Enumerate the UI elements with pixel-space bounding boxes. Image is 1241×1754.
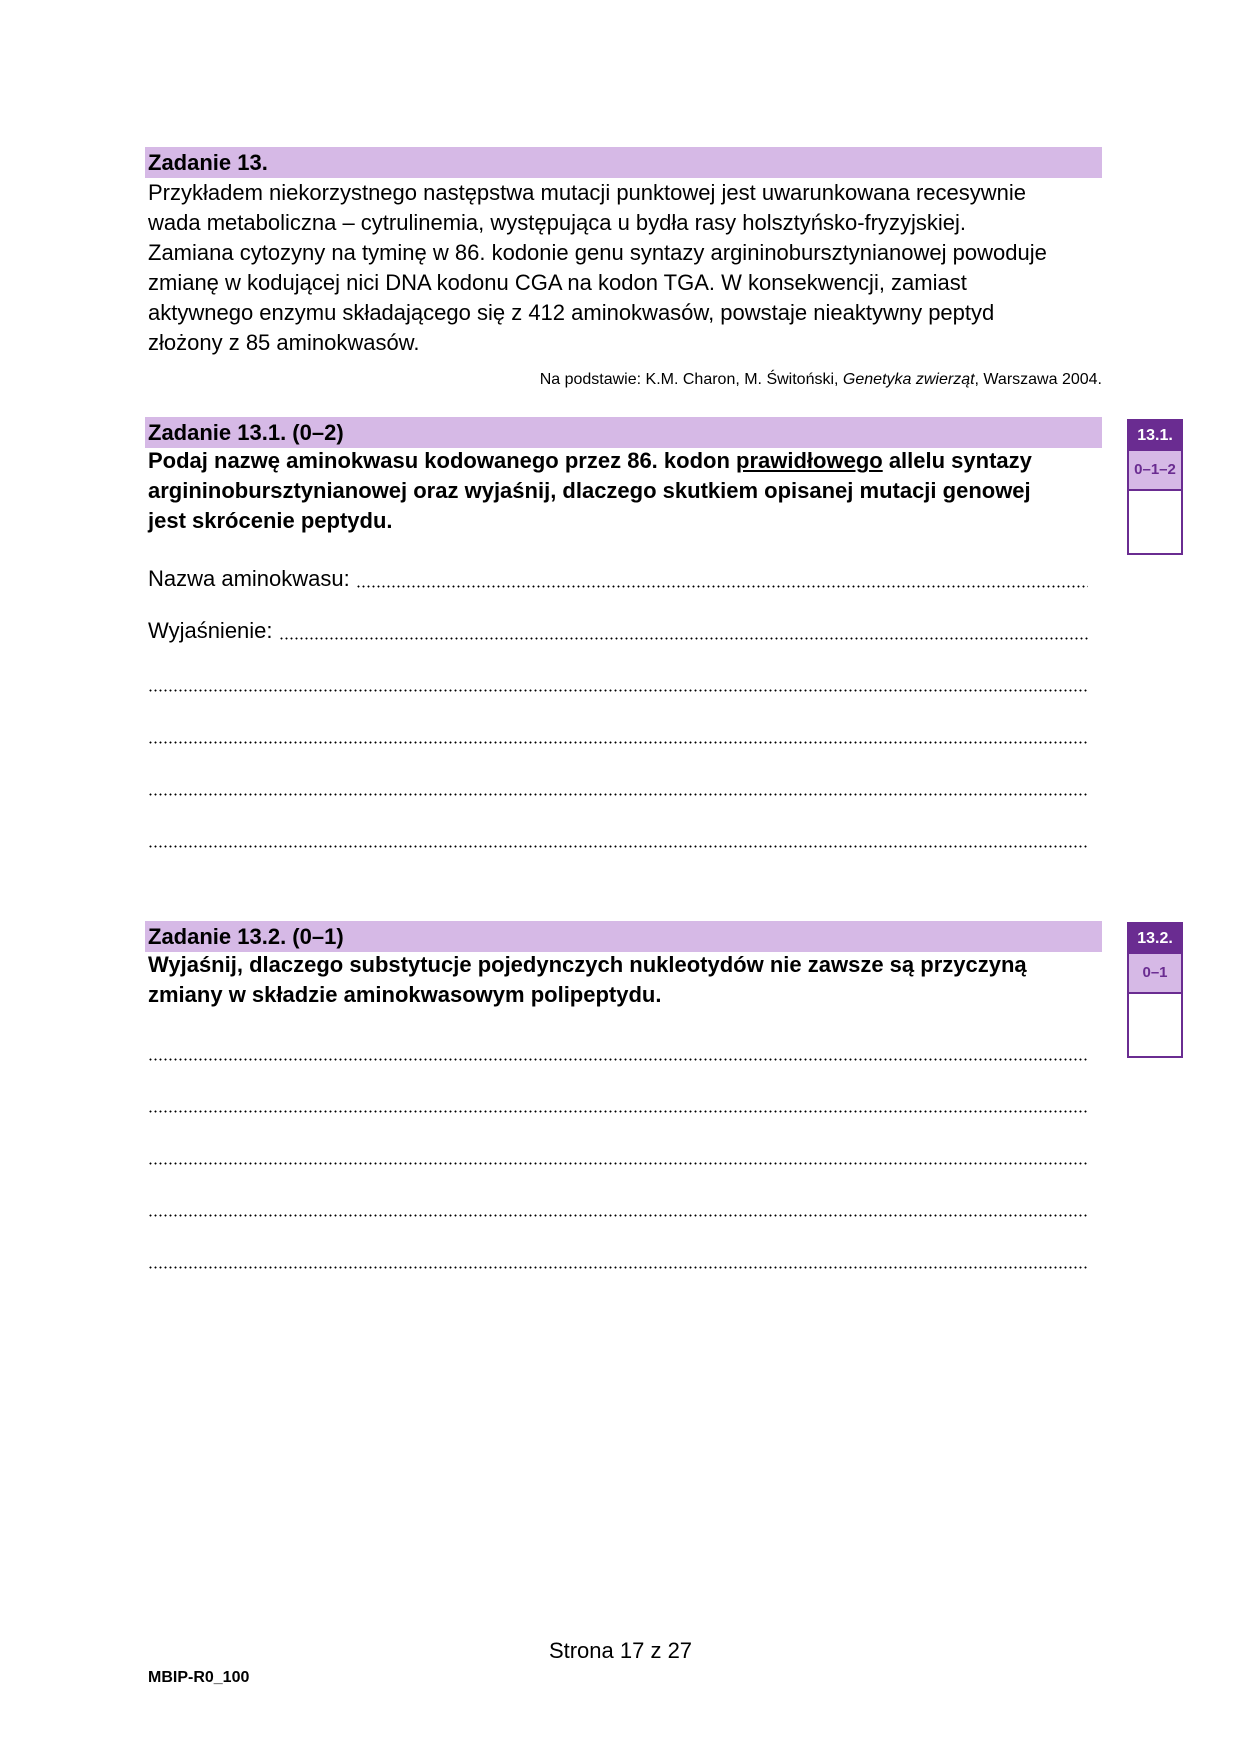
question-text: Wyjaśnij, dlaczego substytucje pojedynczych nukleotydów nie zawsze są przyczyną (148, 952, 1027, 977)
answer-dotted-line[interactable] (148, 1195, 1088, 1217)
amino-acid-name-answer[interactable] (148, 562, 1088, 592)
score-task-id: 13.1. (1129, 421, 1181, 451)
answer-dotted-line[interactable] (148, 774, 1088, 796)
task-13-1-title: Zadanie 13.1. (0–2) (145, 417, 1102, 448)
score-points: 0–1 (1129, 954, 1181, 994)
answer-dotted-line[interactable] (148, 670, 1088, 692)
question-text: jest skrócenie peptydu. (148, 508, 393, 533)
task-13-1-question (148, 446, 1098, 536)
source-prefix: Na podstawie: K.M. Charon, M. Świtoński, (539, 371, 843, 388)
answer-dotted-line[interactable] (356, 566, 1088, 588)
page-number: Strona 17 z 27 (548, 1638, 693, 1663)
score-box-13-1 (1127, 419, 1183, 555)
answer-line[interactable] (148, 1139, 1088, 1169)
score-box-13-2 (1127, 922, 1183, 1058)
task-13-intro (148, 178, 1103, 358)
answer-dotted-line[interactable] (148, 826, 1088, 848)
task-13-title: Zadanie 13. (145, 147, 1102, 178)
score-points: 0–1–2 (1129, 451, 1181, 491)
intro-line: Zamiana cytozyny na tyminę w 86. kodonie genu syntazy argininobursztynianowej powoduje (148, 240, 1047, 265)
score-entry-cell[interactable] (1129, 994, 1181, 1056)
question-text: argininobursztynianowej oraz wyjaśnij, dlaczego skutkiem opisanej mutacji genowej (148, 478, 1031, 503)
source-suffix: , Warszawa 2004. (974, 371, 1102, 388)
answer-dotted-line[interactable] (148, 1247, 1088, 1269)
question-text: Podaj nazwę aminokwasu kodowanego przez 86. kodon (148, 448, 737, 473)
intro-line: zmianę w kodującej nici DNA kodonu CGA na kodon TGA. W konsekwencji, zamiast (148, 270, 967, 295)
answer-dotted-line[interactable] (148, 1039, 1088, 1061)
answer-line[interactable] (148, 1243, 1088, 1273)
answer-line[interactable] (148, 666, 1088, 696)
intro-line: wada metaboliczna – cytrulinemia, występująca u bydła rasy holsztyńsko-fryzyjskiej. (148, 210, 967, 235)
answer-line[interactable] (148, 718, 1088, 748)
source-book-title: Genetyka zwierząt (842, 371, 975, 388)
answer-line[interactable] (148, 822, 1088, 852)
answer-line[interactable] (148, 1035, 1088, 1065)
explanation-answer[interactable] (148, 614, 1088, 644)
intro-line: Przykładem niekorzystnego następstwa mutacji punktowej jest uwarunkowana recesywnie (148, 180, 1026, 205)
question-emphasis: prawidłowego (736, 448, 883, 473)
answer-dotted-line[interactable] (148, 1091, 1088, 1113)
answer-line[interactable] (148, 1087, 1088, 1117)
intro-line: aktywnego enzymu składającego się z 412 aminokwasów, powstaje nieaktywny peptyd (148, 300, 995, 325)
task-13-2-title: Zadanie 13.2. (0–1) (145, 921, 1102, 952)
answer-dotted-line[interactable] (148, 1143, 1088, 1165)
task-13-2-question (148, 950, 1098, 1010)
question-text: zmiany w składzie aminokwasowym polipeptydu. (148, 982, 662, 1007)
answer-dotted-line[interactable] (279, 618, 1088, 640)
answer-dotted-line[interactable] (148, 722, 1088, 744)
score-entry-cell[interactable] (1129, 491, 1181, 553)
question-text: allelu syntazy (882, 448, 1032, 473)
exam-code: MBIP-R0_100 (148, 1669, 250, 1686)
answer-line[interactable] (148, 770, 1088, 800)
amino-acid-name-label: Nazwa aminokwasu: (148, 566, 350, 591)
intro-line: złożony z 85 aminokwasów. (148, 330, 420, 355)
answer-line[interactable] (148, 1191, 1088, 1221)
source-citation (540, 371, 1102, 389)
explanation-label: Wyjaśnienie: (148, 618, 273, 643)
score-task-id: 13.2. (1129, 924, 1181, 954)
